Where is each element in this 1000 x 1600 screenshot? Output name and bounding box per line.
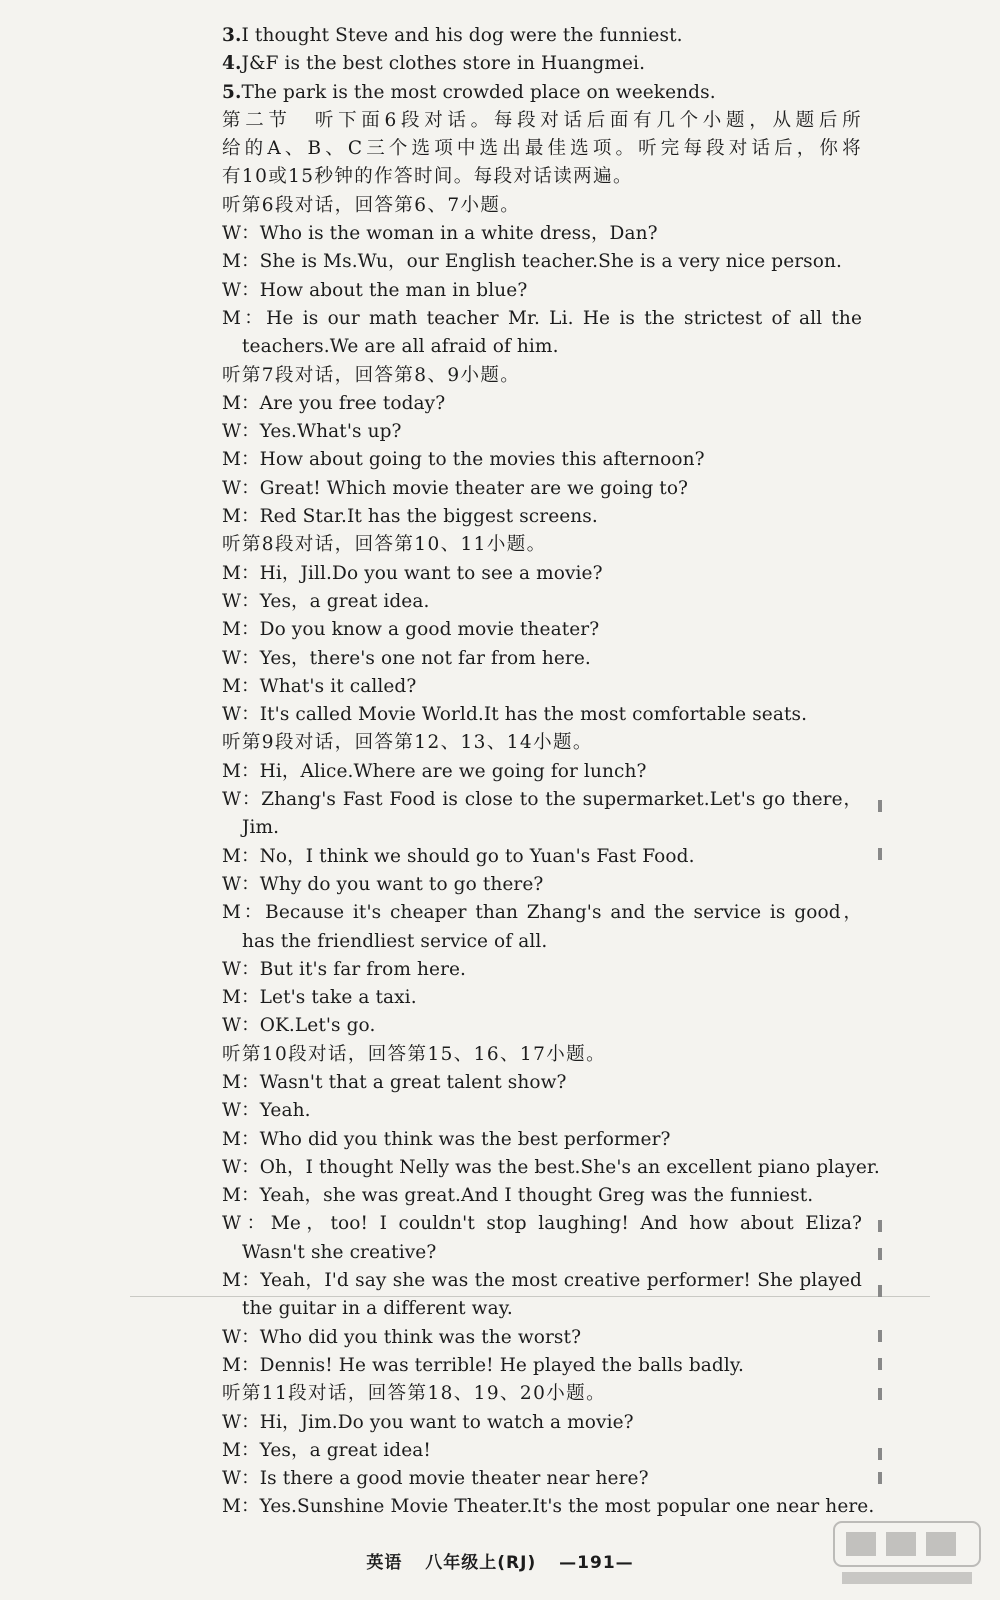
- scan-edge-mark: [878, 1248, 882, 1260]
- line-text: W：Zhang's Fast Food is close to the supermarket.Let's go there，: [222, 789, 862, 811]
- line-text: 听第7段对话，回答第8、9小题。: [222, 364, 521, 386]
- scan-edge-mark: [878, 1472, 882, 1484]
- text-line: [222, 560, 862, 588]
- text-line: [222, 899, 862, 927]
- line-text: W：Yes，a great idea.: [222, 590, 430, 612]
- line-text: The park is the most crowded place on weekends.: [241, 81, 716, 103]
- line-text: M：Who did you think was the best performer?: [222, 1128, 671, 1150]
- scan-edge-mark: [878, 1330, 882, 1342]
- scan-edge-mark: [878, 1220, 882, 1232]
- section-heading: [222, 1041, 862, 1069]
- text-line: [222, 22, 862, 50]
- text-line: [222, 248, 862, 276]
- line-text: W：Me，too! I couldn't stop laughing! And how about Eliza?: [222, 1213, 862, 1235]
- line-text: 听第6段对话，回答第6、7小题。: [222, 194, 521, 216]
- line-text: W：Yes，there's one not far from here.: [222, 647, 591, 669]
- text-line: [222, 1012, 862, 1040]
- text-line: [222, 1324, 862, 1352]
- scan-edge-mark: [878, 1388, 882, 1400]
- line-text: W：Who is the woman in a white dress，Dan?: [222, 223, 658, 245]
- line-text: W：It's called Movie World.It has the most comfortable seats.: [222, 704, 808, 726]
- line-text: W：Yes.What's up?: [222, 421, 402, 443]
- scan-divider-line: [130, 1296, 930, 1297]
- line-text: M：Yes，a great idea!: [222, 1439, 431, 1461]
- watermark-logo: [832, 1518, 982, 1588]
- text-line: [222, 616, 862, 644]
- line-text: M：Let's take a taxi.: [222, 987, 417, 1009]
- section-heading: [222, 362, 862, 390]
- line-text: W：Great! Which movie theater are we going to?: [222, 477, 689, 499]
- text-line: [222, 1295, 862, 1323]
- text-line: [222, 1493, 875, 1521]
- text-line: [222, 333, 862, 361]
- text-line: [222, 673, 862, 701]
- text-line: [222, 305, 862, 333]
- scan-edge-mark: [878, 1448, 882, 1460]
- item-number: 5.: [222, 81, 242, 103]
- line-text: teachers.We are all afraid of him.: [242, 336, 559, 358]
- section-heading: [222, 135, 862, 163]
- line-text: M：Do you know a good movie theater?: [222, 619, 600, 641]
- text-line: [222, 1409, 862, 1437]
- line-text: 有10或15秒钟的作答时间。每段对话读两遍。: [222, 166, 633, 188]
- line-text: M：Yeah，she was great.And I thought Greg was the funniest.: [222, 1185, 814, 1207]
- text-line: [222, 1097, 862, 1125]
- line-text: M：What's it called?: [222, 675, 417, 697]
- line-text: J&F is the best clothes store in Huangmei.: [241, 53, 646, 75]
- item-number: 3.: [222, 25, 242, 46]
- scan-edge-mark: [878, 1358, 882, 1370]
- line-text: 给的A、B、C三个选项中选出最佳选项。听完每段对话后，你将: [222, 138, 862, 160]
- text-line: [222, 418, 862, 446]
- text-line: [222, 1210, 862, 1238]
- line-text: I thought Steve and his dog were the funniest.: [241, 25, 683, 46]
- text-line: [222, 758, 862, 786]
- line-text: M：Are you free today?: [222, 392, 446, 414]
- text-line: [222, 701, 862, 729]
- section-heading: [222, 163, 862, 191]
- line-text: M：Yes.Sunshine Movie Theater.It's the most popular one near here.: [222, 1496, 875, 1518]
- text-line: [222, 871, 862, 899]
- text-line: [222, 956, 862, 984]
- scan-edge-mark: [878, 800, 882, 812]
- footer-page-number: —191—: [559, 1553, 634, 1573]
- line-text: M：Hi，Alice.Where are we going for lunch?: [222, 760, 647, 782]
- scan-edge-mark: [878, 1285, 882, 1297]
- text-line: [222, 1465, 862, 1493]
- text-line: [222, 1352, 862, 1380]
- text-line: [222, 446, 862, 474]
- line-text: M：Yeah，I'd say she was the most creative performer! She played: [222, 1270, 862, 1292]
- scan-edge-mark: [878, 848, 882, 860]
- line-text: M：No，I think we should go to Yuan's Fast Food.: [222, 845, 695, 867]
- text-line: [222, 390, 862, 418]
- line-text: 听第10段对话，回答第15、16、17小题。: [222, 1043, 606, 1065]
- text-line: [222, 1267, 862, 1295]
- line-text: W：Is there a good movie theater near here?: [222, 1468, 649, 1490]
- line-text: M：Hi，Jill.Do you want to see a movie?: [222, 562, 603, 584]
- line-text: W：Hi，Jim.Do you want to watch a movie?: [222, 1411, 634, 1433]
- text-line: [222, 1182, 862, 1210]
- line-text: W：How about the man in blue?: [222, 279, 528, 301]
- line-text: W：Why do you want to go there?: [222, 873, 544, 895]
- section-heading: [222, 531, 862, 559]
- line-text: M：Red Star.It has the biggest screens.: [222, 506, 598, 528]
- section-heading: [222, 729, 862, 757]
- text-line: [222, 1437, 862, 1465]
- line-text: 听第9段对话，回答第12、13、14小题。: [222, 732, 593, 754]
- line-text: W：Yeah.: [222, 1100, 311, 1122]
- text-line: [222, 786, 862, 814]
- text-line: [222, 928, 862, 956]
- line-text: Jim.: [242, 817, 280, 839]
- text-line: [222, 843, 862, 871]
- line-text: 听第11段对话，回答第18、19、20小题。: [222, 1383, 606, 1405]
- line-text: M：How about going to the movies this afternoon?: [222, 449, 705, 471]
- line-text: W：Who did you think was the worst?: [222, 1326, 582, 1348]
- text-line: [222, 984, 862, 1012]
- line-text: 第二节 听下面6段对话。每段对话后面有几个小题，从题后所: [222, 109, 862, 131]
- line-text: the guitar in a different way.: [242, 1298, 513, 1320]
- text-line: [222, 503, 862, 531]
- text-line: [222, 220, 862, 248]
- section-heading: [222, 192, 862, 220]
- text-line: [222, 1069, 862, 1097]
- line-text: W：Oh，I thought Nelly was the best.She's an excellent piano player.: [222, 1156, 880, 1178]
- text-line: [222, 1126, 862, 1154]
- line-text: Wasn't she creative?: [242, 1241, 437, 1263]
- line-text: M：Wasn't that a great talent show?: [222, 1071, 567, 1093]
- line-text: M：She is Ms.Wu，our English teacher.She is a very nice person.: [222, 251, 843, 273]
- footer-subject: 英语: [366, 1553, 403, 1573]
- text-line: [222, 1154, 880, 1182]
- text-line: [222, 79, 862, 107]
- text-line: [222, 814, 862, 842]
- line-text: M：He is our math teacher Mr. Li. He is the strictest of all the: [222, 307, 862, 329]
- line-text: W：But it's far from here.: [222, 958, 467, 980]
- text-line: [222, 50, 862, 78]
- line-text: 听第8段对话，回答第10、11小题。: [222, 534, 547, 556]
- section-heading: [222, 107, 862, 135]
- text-line: [222, 645, 862, 673]
- line-text: has the friendliest service of all.: [242, 930, 548, 952]
- section-heading: [222, 1380, 862, 1408]
- line-text: M：Dennis! He was terrible! He played the balls badly.: [222, 1354, 744, 1376]
- text-line: [222, 475, 862, 503]
- item-number: 4.: [222, 53, 242, 75]
- line-text: M：Because it's cheaper than Zhang's and the service is good，: [222, 902, 862, 924]
- text-line: [222, 1239, 862, 1267]
- footer-grade: 八年级上(RJ): [425, 1553, 537, 1573]
- text-line: [222, 277, 862, 305]
- line-text: W：OK.Let's go.: [222, 1015, 376, 1037]
- text-line: [222, 588, 862, 616]
